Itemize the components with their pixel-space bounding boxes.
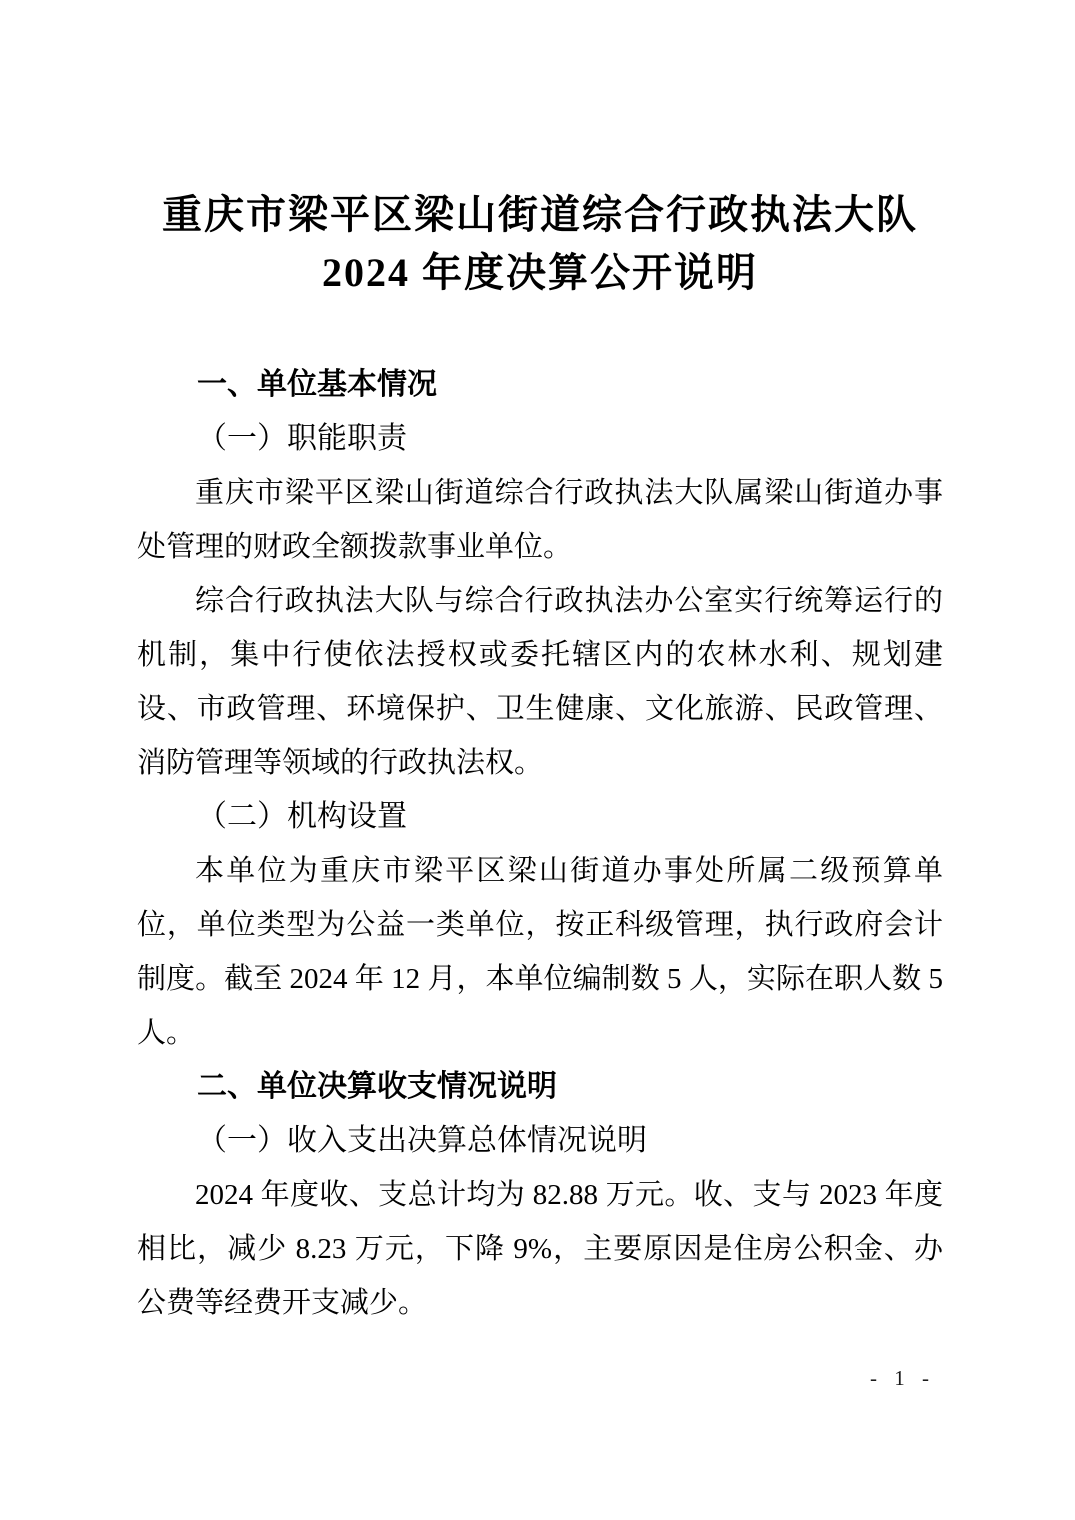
section2-sub1-paragraph1: 2024 年度收、支总计均为 82.88 万元。收、支与 2023 年度相比，减少 8.23 万元，下降 9%，主要原因是住房公积金、办公费等经费开支减少。 (137, 1179, 943, 1319)
document-title-line2: 2024 年度决算公开说明 (322, 250, 758, 295)
section1-heading: 一、单位基本情况 (197, 368, 437, 401)
section1-sub2-heading: （二）机构设置 (197, 800, 407, 833)
section2-heading: 二、单位决算收支情况说明 (197, 1070, 557, 1103)
page-number: - 1 - (870, 1366, 935, 1390)
section1-sub1-paragraph2: 综合行政执法大队与综合行政执法办公室实行统筹运行的机制，集中行使依法授权或委托辖区内的农林水利、规划建设、市政管理、环境保护、卫生健康、文化旅游、民政管理、消防管理等领域的行政执法权。 (137, 585, 943, 779)
section1-sub2-paragraph1: 本单位为重庆市梁平区梁山街道办事处所属二级预算单位，单位类型为公益一类单位，按正科级管理，执行政府会计制度。截至 2024 年 12 月，本单位编制数 5 人，实际在职人数 5 人。 (137, 855, 943, 1049)
document-title-line1: 重庆市梁平区梁山街道综合行政执法大队 (162, 192, 918, 237)
section2-sub1-heading: （一）收入支出决算总体情况说明 (197, 1124, 647, 1157)
section1-sub1-heading: （一）职能职责 (197, 422, 407, 455)
section1-sub1-paragraph1: 重庆市梁平区梁山街道综合行政执法大队属梁山街道办事处管理的财政全额拨款事业单位。 (137, 477, 943, 563)
document-title (137, 186, 943, 302)
